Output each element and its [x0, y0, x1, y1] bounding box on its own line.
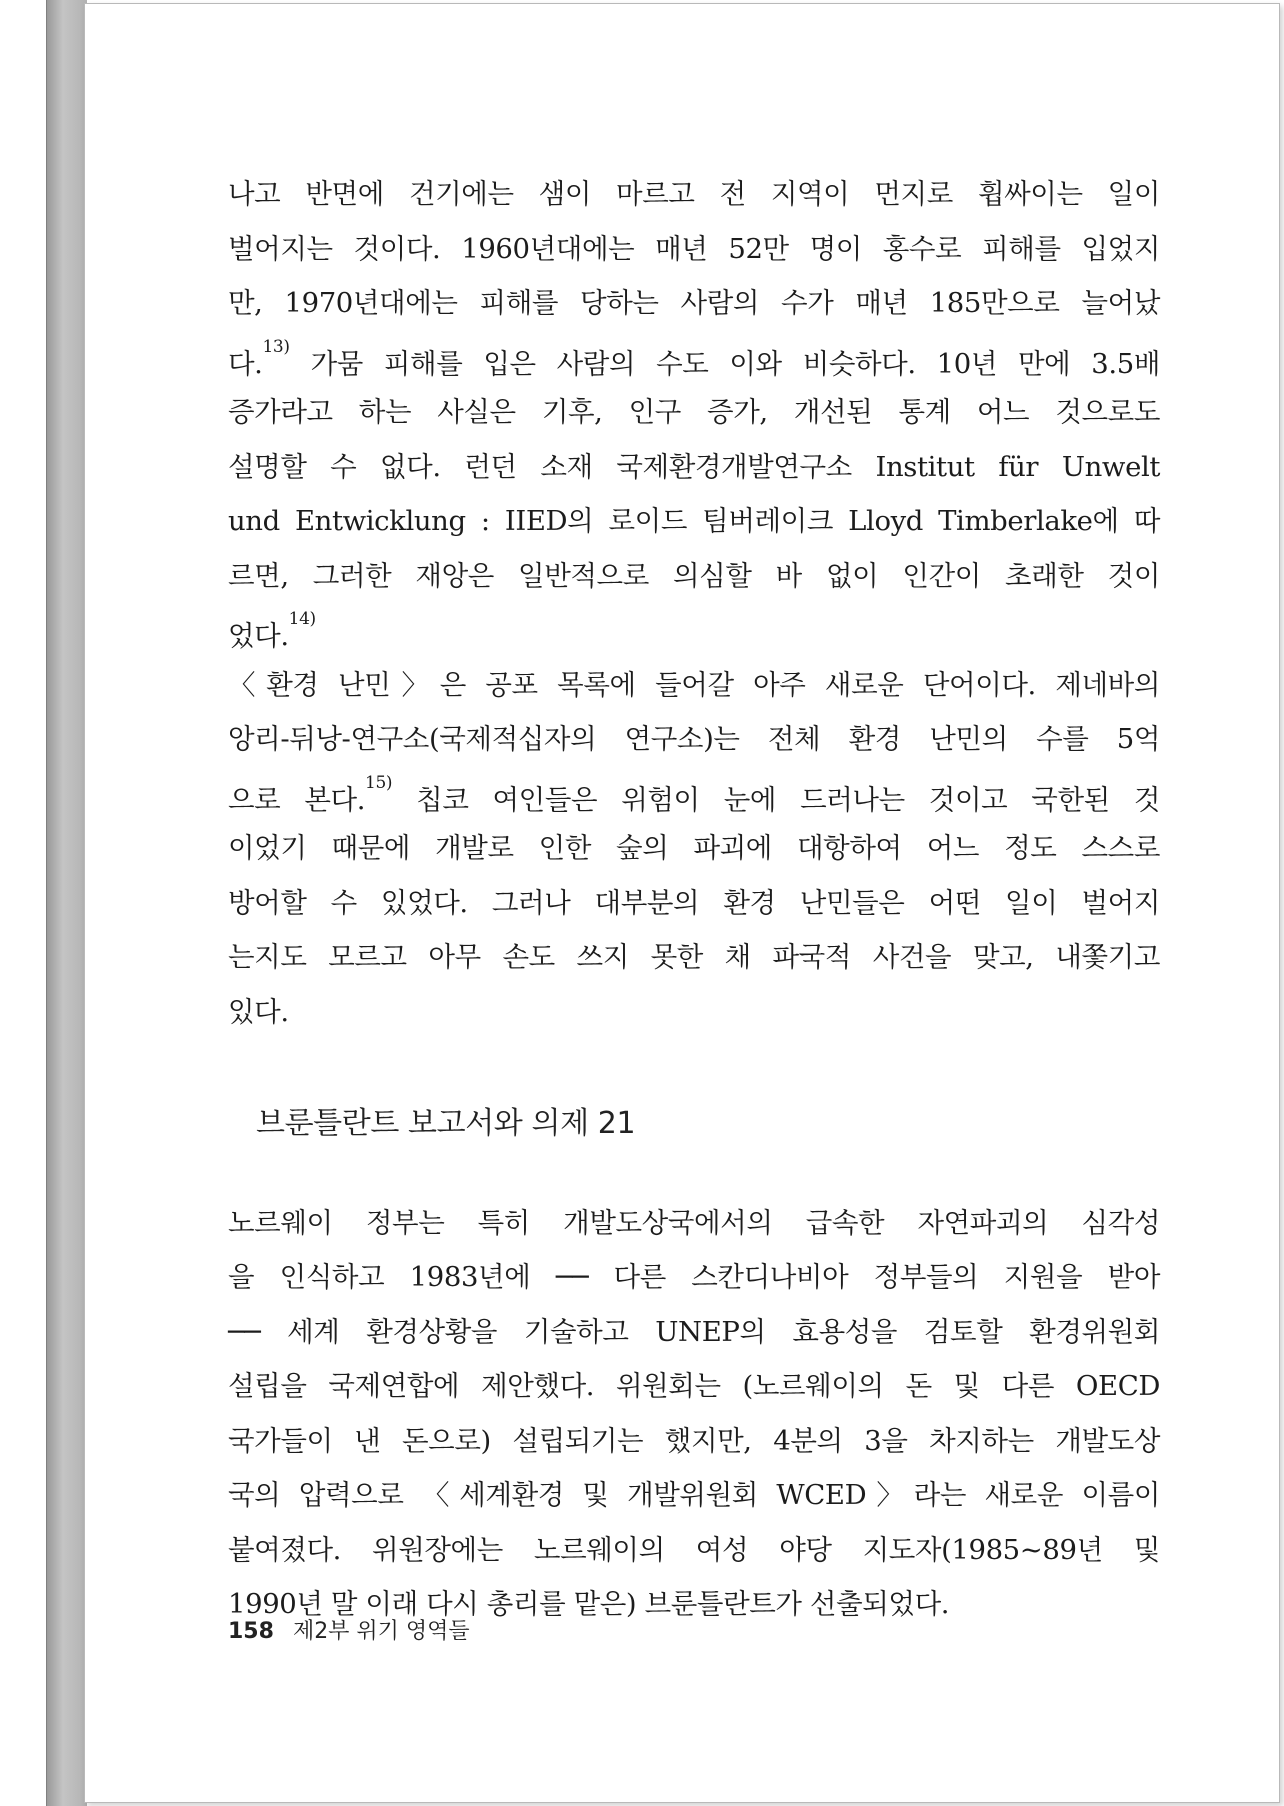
- footnote-ref: 13): [262, 336, 290, 357]
- text-line: 1990년 말 이래 다시 총리를 맡은) 브룬틀란트가 선출되었다.: [228, 1588, 950, 1620]
- footnote-ref: 15): [365, 772, 393, 793]
- text-line: ── 세계 환경상황을 기술하고 UNEP의 효용성을 검토할 환경위원회: [228, 1315, 1160, 1348]
- page-content: [228, 167, 1160, 1632]
- paragraph-2: [228, 658, 1160, 1040]
- text-line: 이었기 때문에 개발로 인한 숲의 파괴에 대항하여 어느 정도 스스로: [228, 832, 1160, 864]
- text-line: 붙여졌다. 위원장에는 노르웨이의 여성 야당 지도자(1985~89년 및: [228, 1533, 1160, 1566]
- section-heading: 브룬틀란트 보고서와 의제 21: [256, 1106, 636, 1141]
- text-line: 설명할 수 없다. 런던 소재 국제환경개발연구소 Institut für Unwelt: [228, 450, 1160, 483]
- text-line: 방어할 수 있었다. 그러나 대부분의 환경 난민들은 어떤 일이 벌어지: [228, 886, 1160, 919]
- text-line: und Entwicklung : IIED의 로이드 팀버레이크 Lloyd Timberlake에 따: [228, 505, 1160, 537]
- book-spine: [46, 0, 87, 1806]
- text-segment: 으로 본다.: [228, 783, 366, 816]
- text-line: 국가들이 낸 돈으로) 설립되기는 했지만, 4분의 3을 차지하는 개발도상: [228, 1424, 1160, 1457]
- text-line: 〈환경 난민〉은 공포 목록에 들어갈 아주 새로운 단어이다. 제네바의: [228, 668, 1160, 701]
- text-line: 설립을 국제연합에 제안했다. 위원회는 (노르웨이의 돈 및 다른 OECD: [228, 1370, 1160, 1402]
- text-line: 벌어지는 것이다. 1960년대에는 매년 52만 명이 홍수로 피해를 입었지: [228, 232, 1160, 265]
- page-number: 158: [228, 1619, 274, 1644]
- text-line: 을 인식하고 1983년에 ── 다른 스칸디나비아 정부들의 지원을 받아: [228, 1261, 1160, 1293]
- paragraph-3: [228, 1196, 1160, 1632]
- footnote-ref: 14): [288, 609, 316, 629]
- page-footer: [228, 1614, 470, 1645]
- text-line: 노르웨이 정부는 특히 개발도상국에서의 급속한 자연파괴의 심각성: [228, 1206, 1160, 1239]
- text-segment: 었다.: [228, 620, 289, 653]
- text-line: 나고 반면에 건기에는 샘이 마르고 전 지역이 먼지로 휩싸이는 일이: [228, 178, 1160, 210]
- text-line: [228, 767, 1160, 822]
- paragraph-1: [228, 167, 1160, 658]
- text-line: [228, 603, 1160, 658]
- text-line: 국의 압력으로 〈세계환경 및 개발위원회 WCED〉라는 새로운 이름이: [228, 1479, 1160, 1511]
- text-segment: 다.: [228, 347, 263, 380]
- text-line: 증가라고 하는 사실은 기후, 인구 증가, 개선된 통계 어느 것으로도: [228, 396, 1160, 428]
- text-line: 르면, 그러한 재앙은 일반적으로 의심할 바 없이 인간이 초래한 것이: [228, 559, 1160, 592]
- text-line: [228, 331, 1160, 386]
- text-line: 있다.: [228, 995, 289, 1028]
- text-line: 는지도 모르고 아무 손도 쓰지 못한 채 파국적 사건을 맞고, 내쫓기고: [228, 941, 1160, 973]
- section-title: 제2부 위기 영역들: [292, 1619, 470, 1644]
- text-line: 만, 1970년대에는 피해를 당하는 사람의 수가 매년 185만으로 늘어났: [228, 287, 1160, 319]
- text-segment: 가뭄 피해를 입은 사람의 수도 이와 비슷하다. 10년 만에 3.5배: [289, 347, 1160, 380]
- text-segment: 칩코 여인들은 위험이 눈에 드러나는 것이고 국한된 것: [392, 783, 1160, 816]
- text-line: 앙리-뒤낭-연구소(국제적십자의 연구소)는 전체 환경 난민의 수를 5억: [228, 723, 1160, 755]
